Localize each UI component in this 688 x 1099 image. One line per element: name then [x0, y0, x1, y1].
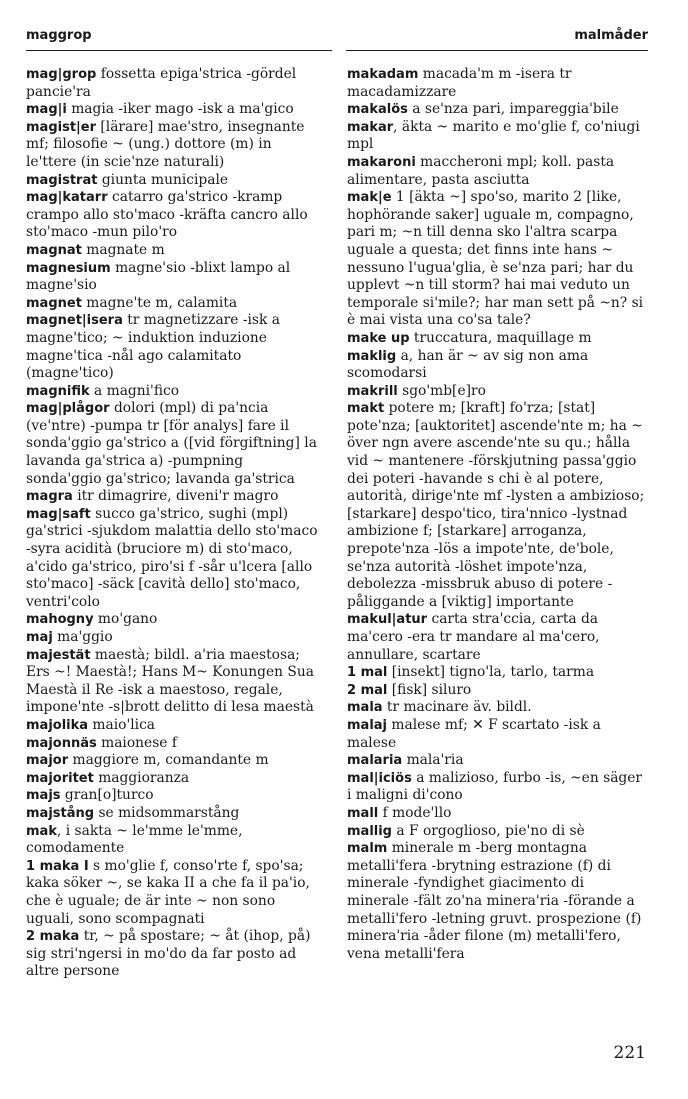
dictionary-entry: [347, 330, 645, 348]
headword: makul|atur: [347, 612, 428, 628]
headword: mall: [347, 805, 379, 821]
definition: truccatura, maquillage m: [409, 329, 592, 346]
definition: a, han är ~ av sig non ama scomodarsi: [347, 347, 589, 382]
definition: catarro ga'strico -kramp crampo allo sto'maco -kräfta cancro allo sto'maco -mun pilo'ro: [26, 189, 308, 241]
dictionary-entry: [347, 699, 645, 717]
definition: , i sakta ~ le'mme le'mme, comodamente: [26, 822, 243, 857]
dictionary-entry: [26, 66, 319, 101]
headword: magnesium: [26, 260, 111, 276]
dictionary-entry: [347, 189, 645, 330]
headword: majonnäs: [26, 735, 97, 751]
definition: maccheroni mpl; koll. pasta alimentare, pasta asciutta: [347, 153, 615, 188]
dictionary-entry: [26, 172, 319, 190]
definition: maio'lica: [88, 716, 156, 733]
definition: potere m; [kraft] fo'rza; [stat] pote'nza; [auktoritet] ascende'nte m; ha ~ över ngn avere ascende'nte su qu.; hålla vid ~ mantenere -förskjutning passa'ggio dei poteri -havande s chi è al potere, autorità, dirige'nte mf -lysten a ambizioso; [starkare] despo'tico, tira'nnico -lystnad ambizione f; [starkare] arroganza, prepote'nza -lös a impote'nte, de'bole, se'nza autorità -löshet impote'nza, debolezza -missbruk abuso di potere -påliggande a [viktig] importante: [347, 400, 645, 610]
headword: makaroni: [347, 154, 416, 170]
dictionary-entry: [347, 840, 645, 963]
dictionary-entry: [347, 770, 645, 805]
dictionary-entry: [347, 119, 645, 154]
dictionary-entry: [26, 189, 319, 242]
headword: mahogny: [26, 612, 94, 628]
headword: maj: [26, 630, 53, 645]
headword: majstång: [26, 805, 95, 821]
definition: minerale m -berg montagna metalli'fera -brytning estrazione (f) di minerale -fyndighet giacimento di minerale -fält zo'na minera'ria -förande a metalli'fero -letning gruvt. prospezione (f) minera'ria -åder filone (m) metalli'fero, vena metalli'fera: [347, 840, 642, 962]
dictionary-entry: [26, 787, 319, 805]
headword: magnat: [26, 242, 82, 258]
headword: magnet|isera: [26, 313, 123, 329]
headword: mal|iciös: [347, 770, 412, 786]
definition: , äkta ~ marito e mo'glie f, co'niugi mpl: [347, 118, 640, 153]
headword: mag|katarr: [26, 190, 108, 206]
dictionary-entry: [26, 242, 319, 260]
definition: s mo'glie f, conso'rte f, spo'sa; kaka söker ~, se kaka II a che fa il pa'io, che è uguale; de är inte ~ non sono uguali, sono scompagnati: [26, 857, 310, 927]
dictionary-entry: [26, 488, 319, 506]
dictionary-entry: [26, 858, 319, 928]
definition: mala'ria: [402, 752, 464, 769]
headword: majolika: [26, 717, 89, 733]
dictionary-entry: [26, 101, 319, 119]
headword: mag|plågor: [26, 401, 110, 417]
headword: make up: [347, 330, 410, 346]
dictionary-entry: [26, 805, 319, 823]
headword: makt: [347, 401, 385, 417]
dictionary-entry: [26, 383, 319, 401]
definition: tr, ~ på spostare; ~ åt (ihop, på) sig stri'ngersi in mo'do da far posto ad altre persone: [26, 928, 311, 980]
dictionary-entry: [26, 611, 319, 629]
definition: giunta municipale: [97, 171, 229, 188]
definition: gran[o]turco: [60, 787, 154, 804]
dictionary-entry: [26, 629, 319, 647]
headword: mala: [347, 700, 383, 716]
definition: ma'ggio: [52, 629, 113, 645]
definition: [lärare] mae'stro, insegnante mf; filosofie ~ (ung.) dottore (m) in le'ttere (in scie'nze naturali): [26, 118, 305, 170]
header-rule-right: [346, 50, 648, 51]
dictionary-entry: [347, 682, 645, 700]
dictionary-entry: [347, 664, 645, 682]
running-header-left: maggrop: [26, 28, 92, 43]
headword: 2 maka: [26, 929, 80, 945]
headword: magra: [26, 489, 73, 505]
definition: maionese f: [96, 734, 177, 751]
headword: mak|e: [347, 190, 392, 206]
headword: 1 mal: [347, 665, 388, 681]
headword: malm: [347, 841, 388, 857]
running-header-right: malmåder: [574, 28, 648, 43]
headword: maklig: [347, 348, 397, 364]
dictionary-entry: [347, 383, 645, 401]
headword: makalös: [347, 102, 408, 118]
headword: mag|grop: [26, 67, 97, 82]
definition: itr dimagrire, diveni'r magro: [72, 488, 279, 505]
definition: a F orgoglioso, pie'no di sè: [392, 822, 585, 839]
definition: f mode'llo: [378, 804, 452, 821]
headword: 2 mal: [347, 682, 388, 698]
definition: magia -iker mago -isk a ma'gico: [66, 101, 294, 118]
headword: malaj: [347, 717, 388, 733]
dictionary-entry: [26, 823, 319, 858]
dictionary-entry: [347, 611, 645, 664]
definition: a magni'fico: [89, 382, 180, 399]
headword: mallig: [347, 823, 392, 839]
dictionary-entry: [26, 647, 319, 717]
definition: tr macinare äv. bildl.: [382, 699, 532, 716]
definition: carta stra'ccia, carta da ma'cero -era tr mandare al ma'cero, annullare, scartare: [347, 611, 600, 663]
dictionary-entry: [347, 154, 645, 189]
dictionary-entry: [347, 348, 645, 383]
definition: maestà; bildl. a'ria maestosa; Ers ~! Maestà!; Hans M~ Konungen Sua Maestà il Re -isk a maestoso, regale, impone'nte -s|brott delitto di lesa maestà: [26, 646, 314, 716]
headword: majestät: [26, 647, 91, 663]
headword: magnifik: [26, 383, 90, 399]
headword: majs: [26, 788, 61, 804]
headword: mag|saft: [26, 506, 91, 522]
dictionary-entry: [26, 752, 319, 770]
dictionary-entry: [26, 717, 319, 735]
definition: mo'gano: [93, 611, 158, 628]
definition: malese mf; ✕ F scartato -isk a malese: [347, 716, 601, 751]
definition: magne'te m, calamita: [81, 294, 238, 311]
definition: [fisk] siluro: [387, 681, 472, 698]
definition: maggioranza: [93, 769, 190, 786]
dictionary-entry: [347, 805, 645, 823]
headword: mag|i: [26, 102, 67, 118]
dictionary-entry: [26, 735, 319, 753]
dictionary-entry: [347, 752, 645, 770]
dictionary-entry: [26, 506, 319, 612]
headword: major: [26, 753, 69, 769]
left-column: [26, 66, 319, 981]
right-column: [347, 66, 645, 963]
dictionary-entry: [26, 770, 319, 788]
headword: makadam: [347, 67, 419, 82]
headword: malaria: [347, 753, 403, 769]
dictionary-entry: [347, 101, 645, 119]
headword: majoritet: [26, 770, 94, 786]
dictionary-entry: [26, 260, 319, 295]
dictionary-entry: [347, 717, 645, 752]
definition: se midsommarstång: [94, 804, 240, 821]
headword: magistrat: [26, 172, 98, 188]
headword: makar: [347, 119, 394, 135]
definition: 1 [äkta ~] spo'so, marito 2 [like, hophörande saker] uguale m, compagno, pari m; ~n till denna sko l'altra scarpa uguale a questa; det finns inte hans ~ nessuno l'ugua'glia, è se'nza pari; har du upplevt ~n till storm? hai mai veduto un temporale si'mile?; har man sett på ~n? si è mai vista una co'sa tale?: [347, 189, 644, 329]
definition: sgo'mb[e]ro: [397, 382, 486, 399]
headword: magnet: [26, 295, 82, 311]
dictionary-entry: [347, 400, 645, 611]
header-rule-left: [26, 50, 332, 51]
headword: mak: [26, 823, 57, 839]
definition: maggiore m, comandante m: [68, 752, 269, 769]
dictionary-entry: [26, 312, 319, 382]
headword: 1 maka I: [26, 858, 89, 874]
dictionary-entry: [347, 66, 645, 101]
definition: macada'm m -isera tr macadamizzare: [347, 66, 572, 100]
dictionary-entry: [26, 400, 319, 488]
definition: tr magnetizzare -isk a magne'tico; ~ induktion induzione magne'tica -nål ago calamitato (magne'tico): [26, 312, 280, 382]
dictionary-entry: [26, 295, 319, 313]
definition: succo ga'strico, sughi (mpl) ga'strici -sjukdom malattia dello sto'maco -syra acidità (bruciore m) di sto'maco, a'cido ga'strico, piro'si f -sår u'lcera [allo sto'maco] -säck [cavità dello] sto'maco, ventri'colo: [26, 505, 318, 610]
definition: magne'sio -blixt lampo al magne'sio: [26, 259, 291, 294]
headword: magist|er: [26, 119, 97, 135]
definition: fossetta epiga'strica -gördel pancie'ra: [26, 66, 297, 100]
dictionary-entry: [347, 823, 645, 841]
definition: magnate m: [81, 241, 165, 258]
dictionary-entry: [26, 928, 319, 981]
page-number: 221: [613, 1043, 646, 1063]
definition: a malizioso, furbo -is, ~en säger i maligni di'cono: [347, 769, 643, 804]
definition: dolori (mpl) di pa'ncia (ve'ntre) -pumpa tr [för analys] fare il sonda'ggio ga'strico a ([vid förgiftning] la lavanda ga'strica a) -pumpning sonda'ggio ga'strico; lavanda ga'strica: [26, 400, 317, 487]
definition: a se'nza pari, impareggia'bile: [407, 101, 619, 118]
dictionary-entry: [26, 119, 319, 172]
headword: makrill: [347, 383, 398, 399]
definition: [insekt] tigno'la, tarlo, tarma: [387, 664, 595, 681]
